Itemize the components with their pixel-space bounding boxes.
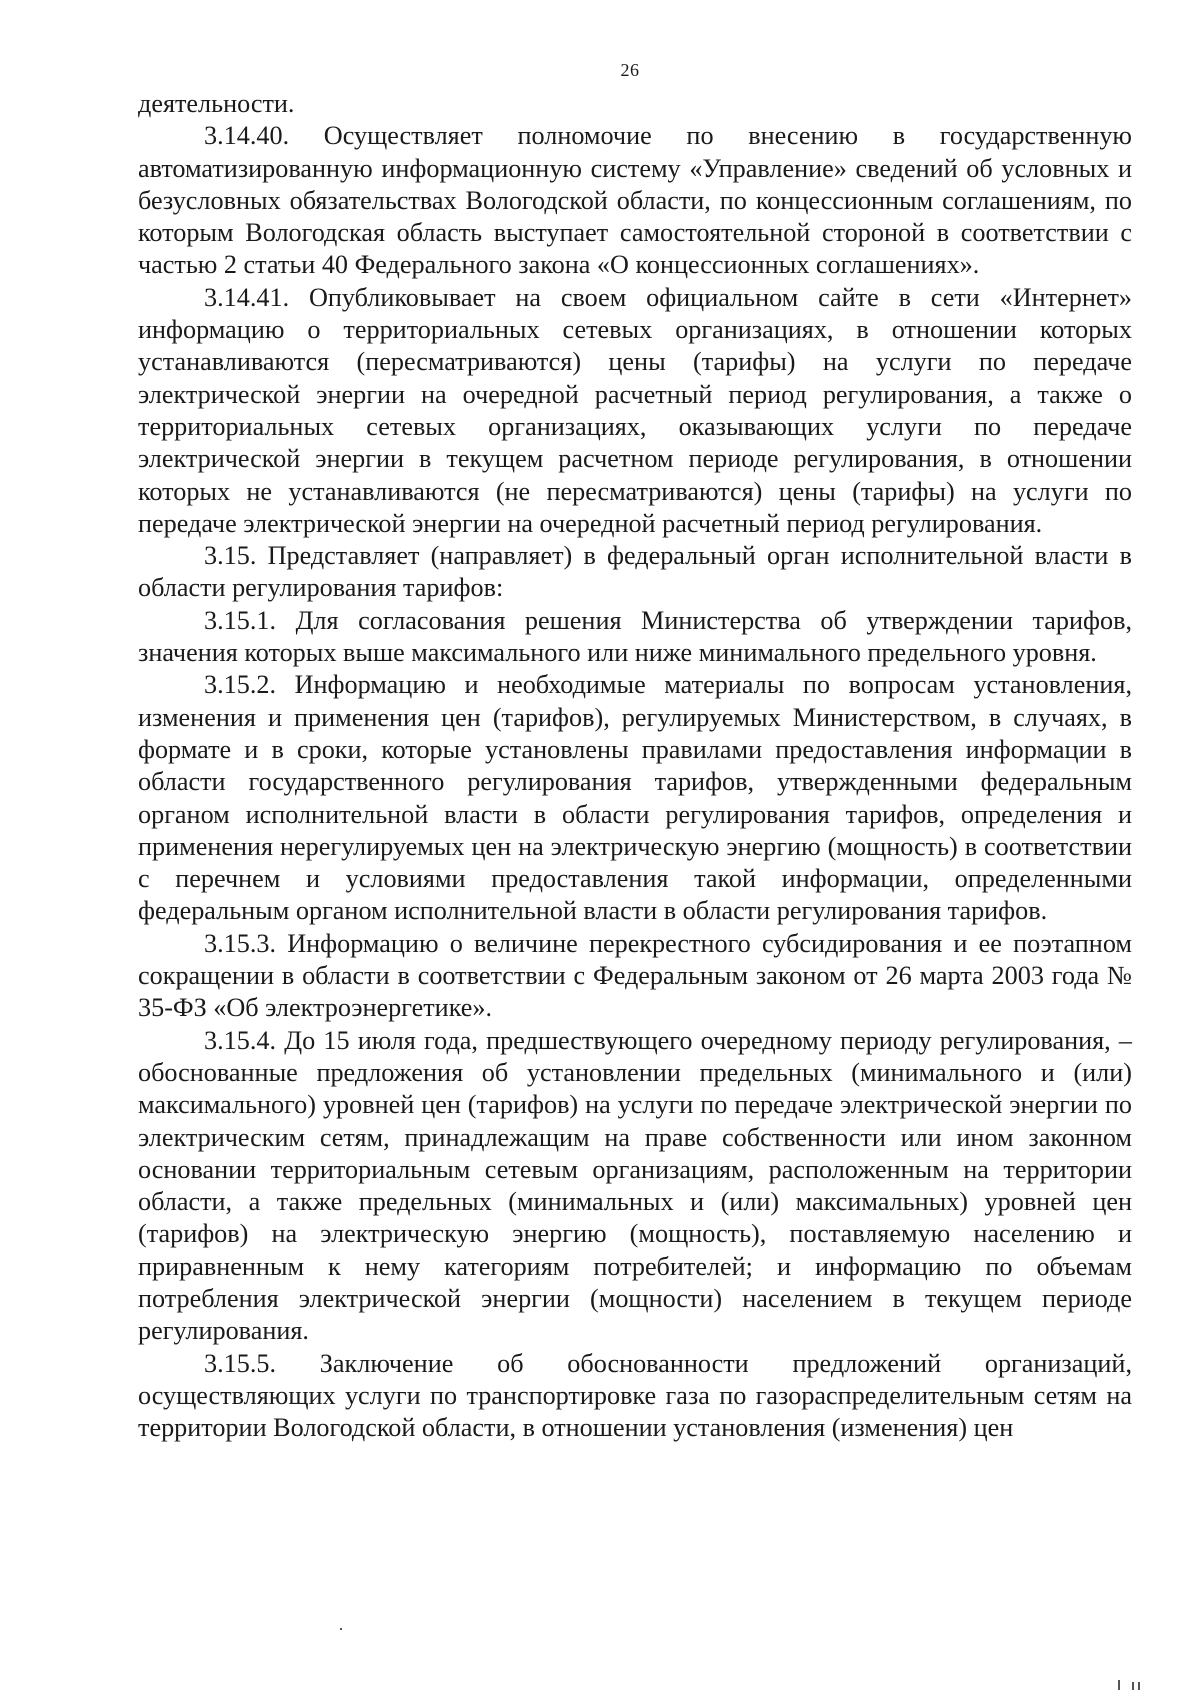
paragraph-3-15-1: 3.15.1. Для согласования решения Министерства об утверждении тарифов, значения которых выше максимального или ниже минимального предельного уровня.	[138, 605, 1132, 668]
scan-artifact-mark	[1138, 1682, 1140, 1690]
paragraph-3-15-2: 3.15.2. Информацию и необходимые материалы по вопросам установления, изменения и применения цен (тарифов), регулируемых Министерством, в случаях, в формате и в сроки, которые установлены правилами предоставления информации в области государственного регулирования тарифов, утвержденными федеральным органом исполнительной власти в области регулирования тарифов, определения и применения нерегулируемых цен на электрическую энергию (мощность) в соответствии с перечнем и условиями предоставления такой информации, определенными федеральным органом исполнительной власти в области регулирования тарифов.	[138, 670, 1132, 926]
paragraph-3-15: 3.15. Представляет (направляет) в федеральный орган исполнительной власти в области регулирования тарифов:	[138, 541, 1132, 603]
paragraph-continuation: деятельности.	[138, 89, 295, 118]
document-body	[138, 88, 1132, 1444]
paragraph-3-15-3: 3.15.3. Информацию о величине перекрестного субсидирования и ее поэтапном сокращении в области в соответствии с Федеральным законом от 26 марта 2003 года № 35-ФЗ «Об электроэнергетике».	[138, 928, 1132, 1023]
page-number: 26	[620, 60, 640, 80]
paragraph-3-14-40: 3.14.40. Осуществляет полномочие по внесению в государственную автоматизированную информационную систему «Управление» сведений об условных и безусловных обязательствах Вологодской области, по концессионным соглашениям, по которым Вологодская область выступает самостоятельной стороной в соответствии с частью 2 статьи 40 Федерального закона «О концессионных соглашениях».	[138, 121, 1132, 280]
paragraph-3-14-41: 3.14.41. Опубликовывает на своем официальном сайте в сети «Интернет» информацию о территориальных сетевых организациях, в отношении которых устанавливаются (пересматриваются) цены (тарифы) на услуги по передаче электрической энергии на очередной расчетный период регулирования, а также о территориальных сетевых организациях, оказывающих услуги по передаче электрической энергии в текущем расчетном периоде регулирования, в отношении которых не устанавливаются (не пересматриваются) цены (тарифы) на услуги по передаче электрической энергии на очередной расчетный период регулирования.	[138, 282, 1132, 538]
paragraph-3-15-4: 3.15.4. До 15 июля года, предшествующего очередному периоду регулирования, – обоснованные предложения об установлении предельных (минимального и (или) максимального) уровней цен (тарифов) на услуги по передаче электрической энергии по электрическим сетям, принадлежащим на праве собственности или ином законном основании территориальным сетевым организациям, расположенным на территории области, а также предельных (минимальных и (или) максимальных) уровней цен (тарифов) на электрическую энергию (мощность), поставляемую населению и приравненным к нему категориям потребителей; и информацию по объемам потребления электрической энергии (мощности) населением в текущем периоде регулирования.	[138, 1025, 1132, 1346]
scan-artifact-mark	[1132, 1682, 1134, 1690]
paragraph-3-15-5: 3.15.5. Заключение об обоснованности предложений организаций, осуществляющих услуги по транспортировке газа по газораспределительным сетям на территории Вологодской области, в отношении установления (изменения) цен	[138, 1348, 1132, 1443]
scan-artifact-dot	[340, 1628, 342, 1630]
scan-artifact-mark	[1118, 1680, 1120, 1690]
